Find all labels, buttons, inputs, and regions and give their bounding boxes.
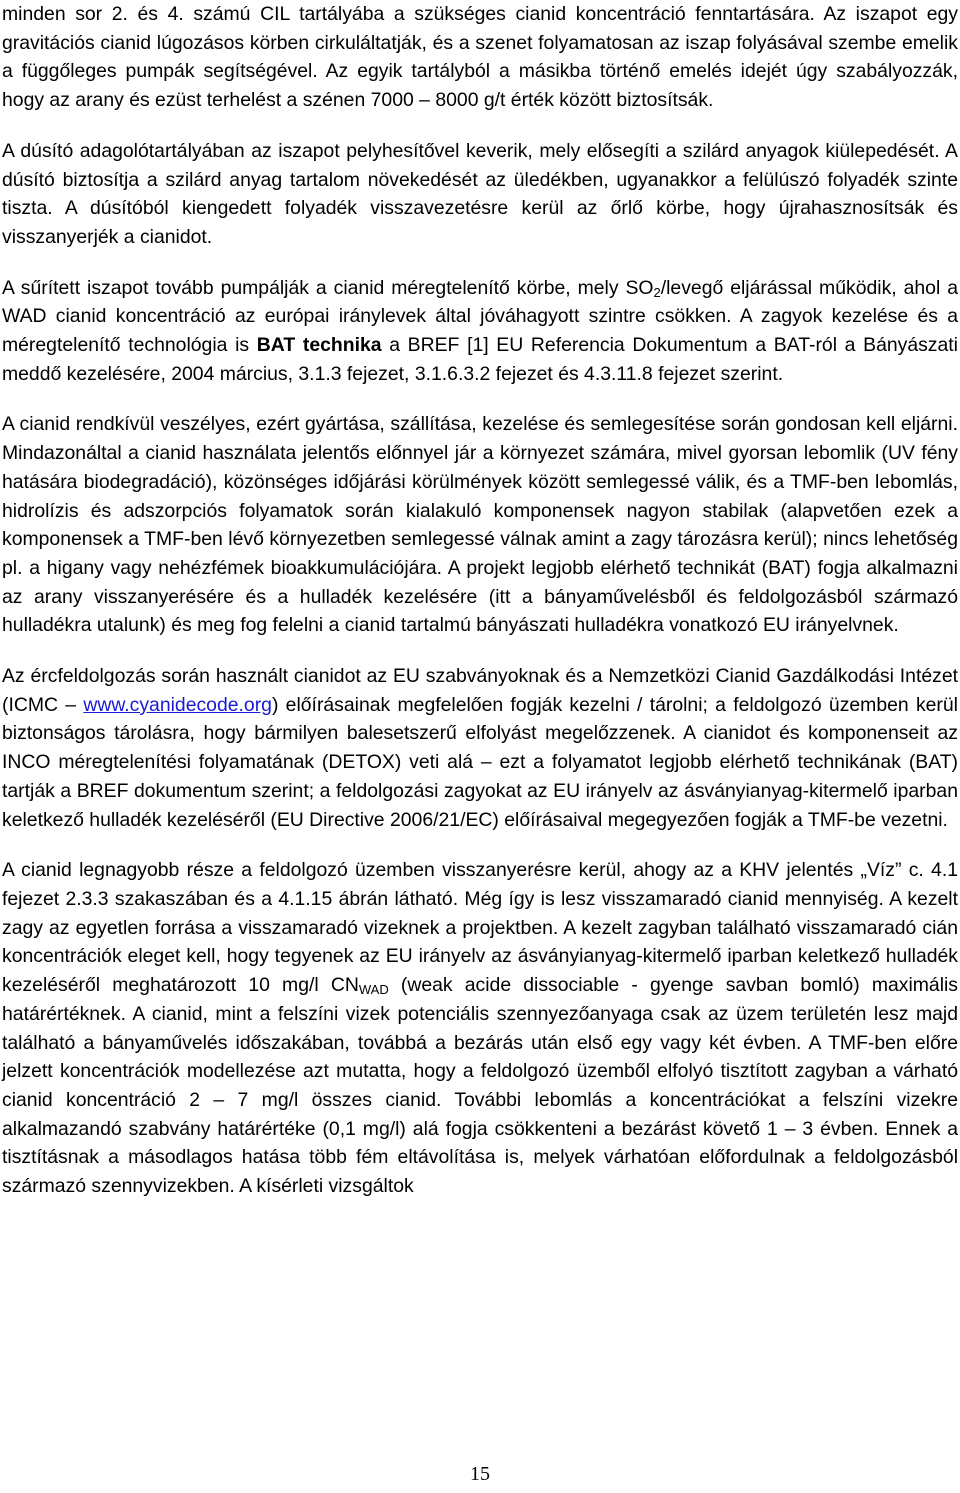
page-number: 15 — [470, 1463, 490, 1485]
paragraph-cyanide-hazard: A cianid rendkívül veszélyes, ezért gyártása, szállítása, kezelése és semlegesítése során gondosan kell eljárni. Mindazonáltal a cianid használata jelentős előnnyel jár a környezet számára, mivel gyorsan lebomlik (UV fény hatására biodegradáció), közönséges időjárási körülmények között semlegessé válik, és a TMF-ben lebomlás, hidrolízis és adszorpciós folyamatok során kialakuló komponensek nagyon stabilak (alapvetően ezek a komponensek a TMF-ben lévő környezetben semlegessé válnak amint a zagy tározásra kerül); nincs lehetőség pl. a higany vagy nehézfémek bioakkumulációjára. A projekt legjobb elérhető technikát (BAT) fogja alkalmazni az arany visszanyerésére és a hulladék kezelésére (itt a bányaművelésből és feldolgozásból származó hulladékra utalunk) és meg fog felelni a cianid tartalmú bányászati hulladékra vonatkozó EU irányelvnek. — [2, 413, 958, 637]
cyanidecode-link[interactable]: www.cyanidecode.org — [83, 693, 272, 716]
bat-technique-bold: BAT technika — [256, 334, 382, 357]
document-body — [2, 0, 958, 1223]
paragraph-text-segment: A cianid legnagyobb része a feldolgozó üzemben visszanyerésre kerül, ahogy az a KHV jelentés „Víz” c. 4.1 fejezet 2.3.3 szakaszában és a 4.1.15 ábrán látható. Még így is lesz visszamaradó cianid mennyiség. A kezelt zagy az egyetlen forrása a visszamaradó vizeknek a projektben. A kezelt zagyban található visszamaradó cián koncentrációk eleget kell, hogy tegyenek az EU irányelv az ásványianyag-kitermelő iparban keletkező hulladék kezeléséről meghatározott 10 mg/l CN — [2, 859, 958, 997]
subscript-so2: 2 — [653, 284, 661, 300]
paragraph-icmc-standards — [2, 662, 958, 834]
paragraph-thickener: A dúsító adagolótartályában az iszapot pelyhesítővel keverik, mely elősegíti a szilárd anyagok kiülepedését. A dúsító biztosítja a szilárd anyag tartalom növekedését az üledékben, ugyanakkor a felülúszó folyadék szinte tiszta. A dúsítóból kiengedett folyadék visszavezetésre kerül az őrlő körbe, hogy újrahasznosítsák és visszanyerjék a cianidot. — [2, 139, 958, 248]
paragraph-text-segment: a BREF [1] EU Referencia Dokumentum a BAT-ról a Bányászati meddő kezelésére, 2004 március, 3.1.3 fejezet, 3.1.6.3.2 fejezet és 4.3.11.8 fejezet szerint. — [2, 334, 958, 385]
paragraph-text-segment: (weak acide dissociable - gyenge savban bomló) maximális határértéknek. A cianid, mint a felszíni vizek potenciális szennyezőanyaga csak az üzem területén lesz majd található a bányaművelés időszakában, továbbá a bezárás után első egy vagy két évben. A TMF-ben előre jelzett koncentrációk modellezése azt mutatta, hogy a feldolgozó üzemből elfolyó tisztított zagyban a várható cianid koncentráció 2 – 7 mg/l összes cianid. További lebomlás a koncentrációkat a felszíni vizekre alkalmazandó szabvány határértéke (0,1 mg/l) alá fogja csökkenteni a bezárást követő 1 – 3 évben. Ennek a tisztításnak a másodlagos hatása több fém eltávolítása is, melyek várhatóan előfordulnak a feldolgozásból származó szennyvizekben. A kísérleti vizsgáltok — [2, 974, 959, 1198]
paragraph-text-segment: A sűrített iszapot tovább pumpálják a cianid méregtelenítő körbe, mely SO — [2, 276, 654, 299]
paragraph-cil-tanks: minden sor 2. és 4. számú CIL tartályába a szükséges cianid koncentráció fenntartására. Az iszapot egy gravitációs cianid lúgozásos körben cirkuláltatják, és a szenet folyamatosan az iszap folyásával szembe emelik a függőleges pumpák segítségével. Az egyik tartályból a másikba történő emelés idejét úgy szabályozzák, hogy az arany és ezüst terhelést a szénen 7000 – 8000 g/t érték között biztosítsák. — [2, 3, 958, 112]
subscript-wad: WAD — [358, 982, 389, 998]
paragraph-text-segment: ) előírásainak megfelelően fogják kezelni / tárolni; a feldolgozó üzemben kerül biztonságos tárolásra, hogy bármilyen balesetszerű elfolyást megelőzzenek. A cianidot és komponensеit az INCO méregtelenítési folyamatának (DETOX) veti alá – ezt a folyamatot legjobb elérhető technikának (BAT) tartják a BREF dokumentum szerint; a feldolgozási zagyokat az EU irányelv az ásványianyag-kitermelő iparban keletkező hulladék kezeléséről (EU Directive 2006/21/EC) előírásaival megegyezően fogják a TMF-be vezetni. — [2, 693, 958, 831]
paragraph-text-segment: /levegő eljárással működik, ahol a WAD cianid koncentráció az európai iránylevek által jóváhagyott szintre csökken. A zagyok kezelése és a méregtelenítő technológia is — [2, 276, 958, 357]
paragraph-text-segment: Az ércfeldolgozás során használt cianidot az EU szabványoknak és a Nemzetközi Cianid Gazdálkodási Intézet (ICMC – — [2, 665, 958, 716]
paragraph-detox-circuit — [2, 274, 958, 389]
paragraph-cyanide-recovery — [2, 856, 958, 1200]
